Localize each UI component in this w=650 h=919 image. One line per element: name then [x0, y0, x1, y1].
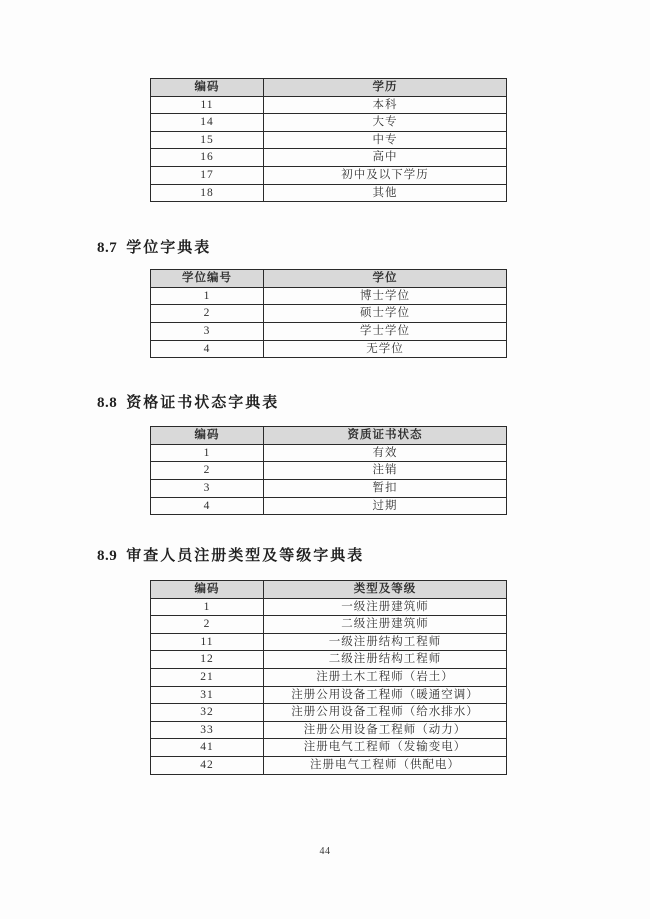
table-row: [151, 616, 507, 634]
table-row: [151, 96, 507, 114]
code-cell: 41: [151, 739, 264, 757]
section-number: 8.8: [97, 395, 118, 412]
code-cell: 32: [151, 704, 264, 722]
code-cell: 17: [151, 166, 264, 184]
table-row: [151, 462, 507, 480]
value-cell: 中专: [264, 131, 507, 149]
value-cell: 无学位: [264, 340, 507, 358]
value-cell: 注册电气工程师（供配电）: [264, 757, 507, 775]
column-header: 编码: [151, 581, 264, 599]
value-cell: 注册公用设备工程师（给水排水）: [264, 704, 507, 722]
table-row: [151, 686, 507, 704]
code-cell: 1: [151, 287, 264, 305]
table-row: [151, 444, 507, 462]
value-cell: 注销: [264, 462, 507, 480]
table-row: [151, 131, 507, 149]
table-row: [151, 721, 507, 739]
table-header-row: [151, 79, 507, 97]
table-header-row: [151, 427, 507, 445]
column-header: 学历: [264, 79, 507, 97]
table-row: [151, 739, 507, 757]
code-cell: 33: [151, 721, 264, 739]
table-row: [151, 704, 507, 722]
section-heading-8-7: [97, 238, 567, 259]
section-heading-8-9: [97, 546, 567, 567]
value-cell: 学士学位: [264, 322, 507, 340]
value-cell: 本科: [264, 96, 507, 114]
table-header-row: [151, 581, 507, 599]
section-title: 审查人员注册类型及等级字典表: [126, 548, 365, 565]
table-row: [151, 598, 507, 616]
value-cell: 有效: [264, 444, 507, 462]
value-cell: 注册电气工程师（发输变电）: [264, 739, 507, 757]
code-cell: 2: [151, 616, 264, 634]
table-header-row: [151, 270, 507, 288]
education-dictionary-table: [150, 78, 507, 202]
table-row: [151, 497, 507, 515]
code-cell: 1: [151, 444, 264, 462]
value-cell: 二级注册结构工程师: [264, 651, 507, 669]
code-cell: 11: [151, 633, 264, 651]
section-heading-8-8: [97, 393, 567, 414]
value-cell: 一级注册结构工程师: [264, 633, 507, 651]
table-row: [151, 757, 507, 775]
code-cell: 12: [151, 651, 264, 669]
value-cell: 暂扣: [264, 479, 507, 497]
value-cell: 注册土木工程师（岩土）: [264, 669, 507, 687]
document-page: [97, 78, 567, 775]
table-row: [151, 184, 507, 202]
section-title: 资格证书状态字典表: [126, 395, 280, 412]
code-cell: 42: [151, 757, 264, 775]
value-cell: 高中: [264, 149, 507, 167]
page-number: 44: [319, 846, 331, 857]
code-cell: 15: [151, 131, 264, 149]
column-header: 编码: [151, 427, 264, 445]
code-cell: 2: [151, 462, 264, 480]
table-row: [151, 322, 507, 340]
value-cell: 大专: [264, 114, 507, 132]
certificate-status-dictionary-table: [150, 426, 507, 515]
section-number: 8.7: [97, 240, 118, 257]
value-cell: 硕士学位: [264, 305, 507, 323]
table-row: [151, 669, 507, 687]
table-row: [151, 287, 507, 305]
section-title: 学位字典表: [126, 240, 212, 257]
table-row: [151, 149, 507, 167]
code-cell: 1: [151, 598, 264, 616]
code-cell: 3: [151, 479, 264, 497]
table-row: [151, 340, 507, 358]
registration-type-dictionary-table: [150, 580, 507, 775]
table-row: [151, 651, 507, 669]
code-cell: 3: [151, 322, 264, 340]
code-cell: 11: [151, 96, 264, 114]
code-cell: 2: [151, 305, 264, 323]
code-cell: 16: [151, 149, 264, 167]
table-row: [151, 479, 507, 497]
code-cell: 4: [151, 497, 264, 515]
code-cell: 4: [151, 340, 264, 358]
column-header: 学位编号: [151, 270, 264, 288]
code-cell: 31: [151, 686, 264, 704]
value-cell: 一级注册建筑师: [264, 598, 507, 616]
column-header: 类型及等级: [264, 581, 507, 599]
column-header: 编码: [151, 79, 264, 97]
value-cell: 二级注册建筑师: [264, 616, 507, 634]
column-header: 学位: [264, 270, 507, 288]
code-cell: 21: [151, 669, 264, 687]
value-cell: 博士学位: [264, 287, 507, 305]
column-header: 资质证书状态: [264, 427, 507, 445]
value-cell: 注册公用设备工程师（暖通空调）: [264, 686, 507, 704]
degree-dictionary-table: [150, 269, 507, 358]
value-cell: 初中及以下学历: [264, 166, 507, 184]
code-cell: 18: [151, 184, 264, 202]
value-cell: 注册公用设备工程师（动力）: [264, 721, 507, 739]
table-row: [151, 633, 507, 651]
code-cell: 14: [151, 114, 264, 132]
table-row: [151, 166, 507, 184]
section-number: 8.9: [97, 548, 118, 565]
value-cell: 过期: [264, 497, 507, 515]
table-row: [151, 114, 507, 132]
value-cell: 其他: [264, 184, 507, 202]
table-row: [151, 305, 507, 323]
